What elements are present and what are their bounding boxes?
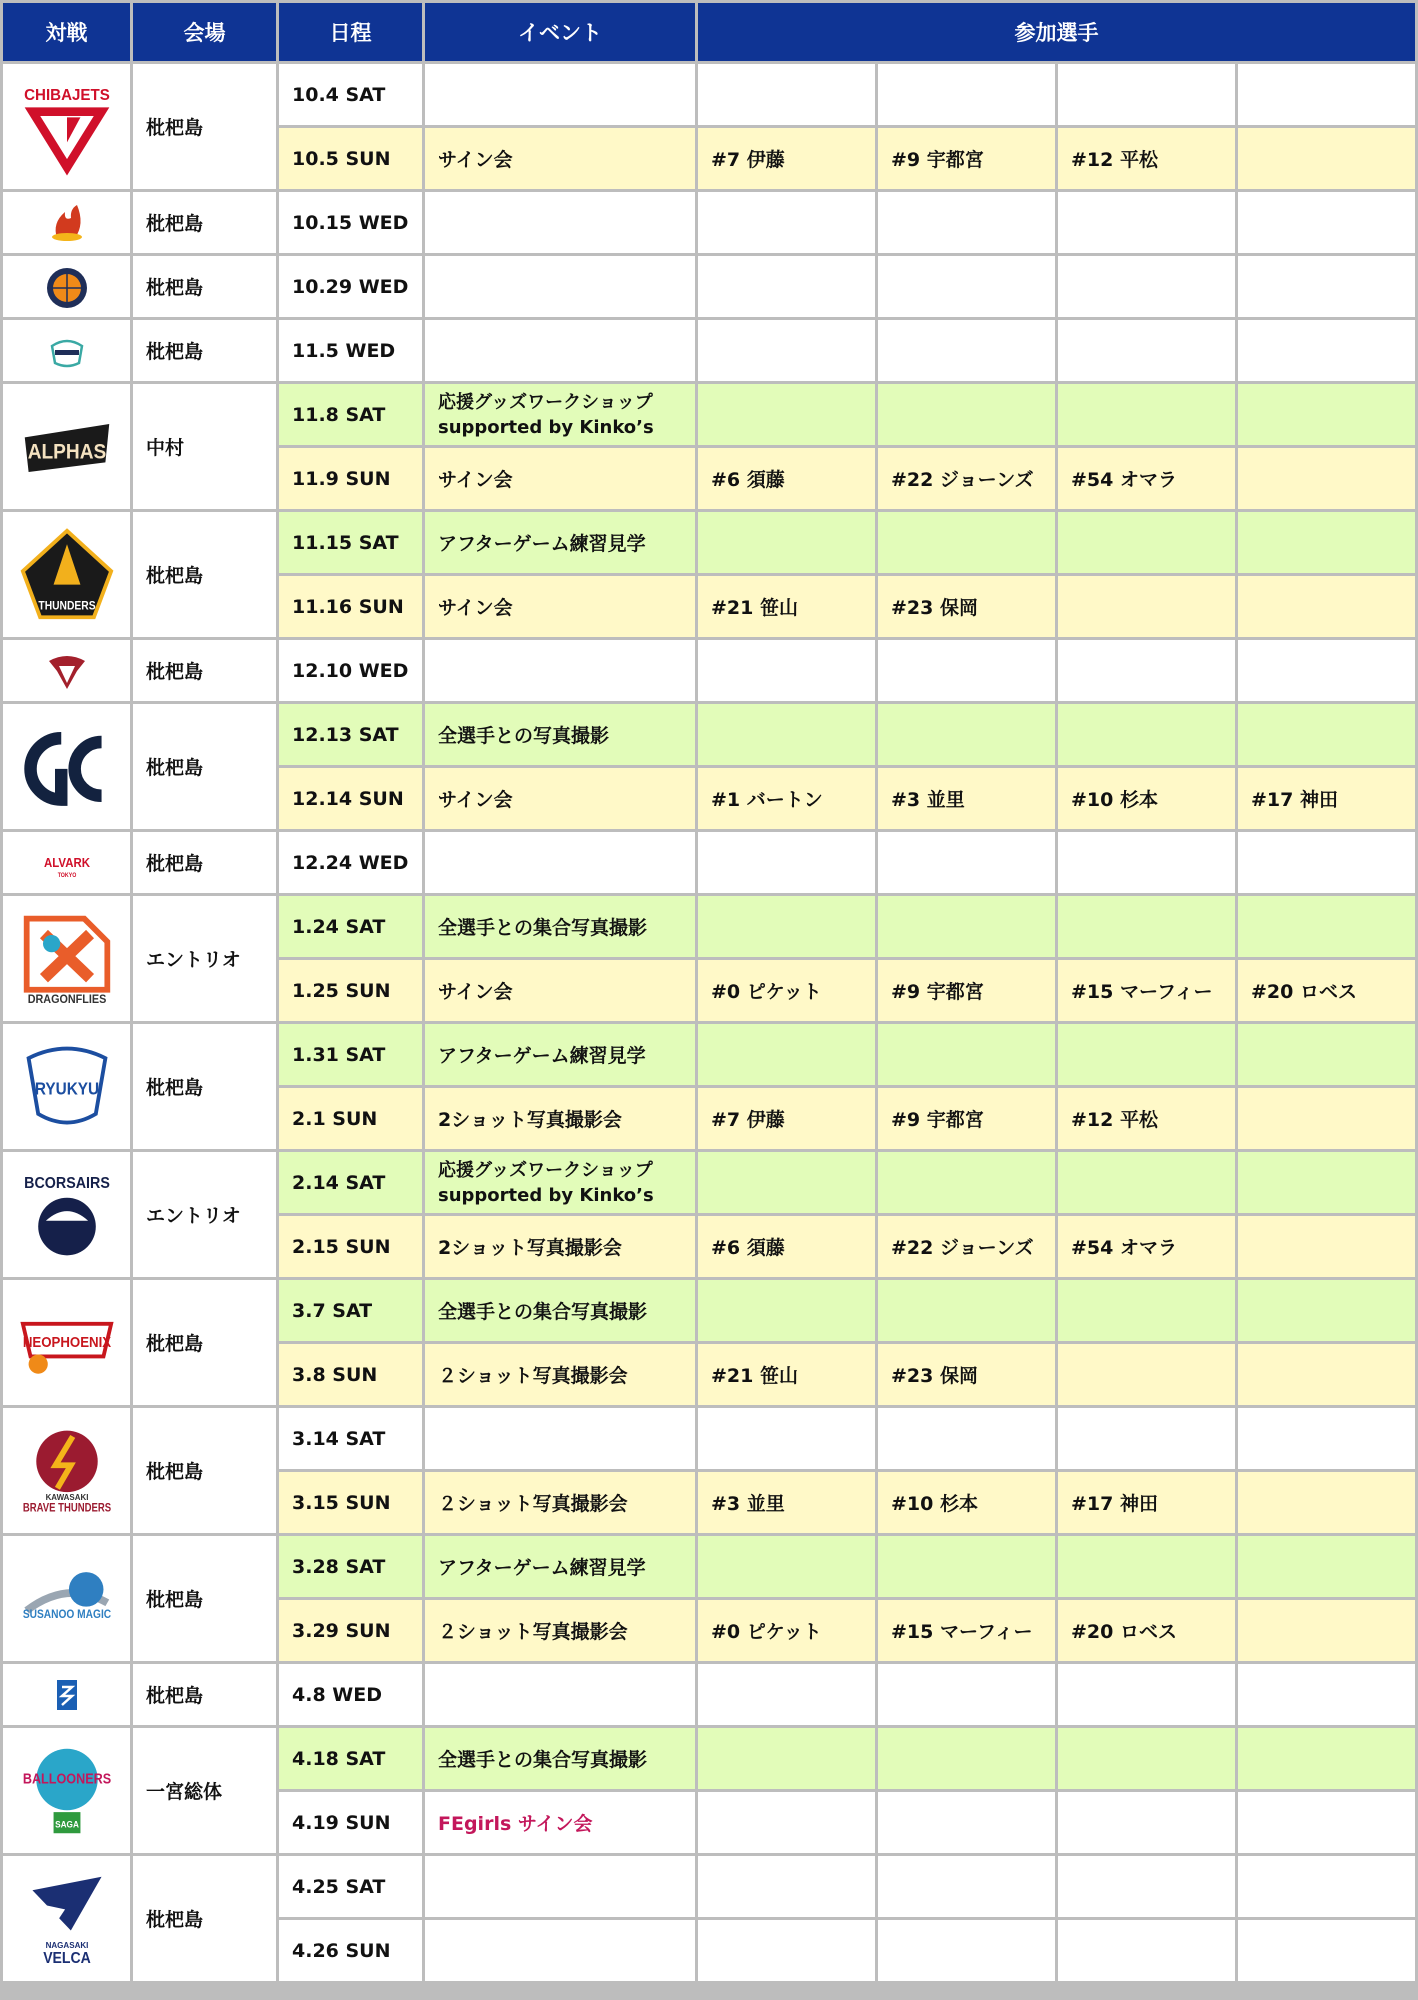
player-cell [698,1280,875,1341]
svg-text:BALLOONERS: BALLOONERS [22,1770,111,1787]
player-cell: #20 ロベス [1238,960,1415,1021]
player-cell [1058,896,1235,957]
schedule-row [3,1856,1415,1917]
team-cell [3,832,130,893]
player-cell: #0 ピケット [698,1600,875,1661]
event-cell: サイン会 [425,576,695,637]
player-cell [878,832,1055,893]
svg-text:NAGASAKI: NAGASAKI [45,1939,88,1950]
player-cell [698,320,875,381]
venue-cell: 一宮総体 [133,1728,276,1853]
schedule-row [3,1280,1415,1341]
schedule-row [3,1408,1415,1469]
gunma-crane-thunders-logo [19,527,115,623]
player-cell [878,896,1055,957]
team-cell [3,1024,130,1149]
event-subtitle: supported by Kinko’s [438,416,654,438]
player-cell [1238,1472,1415,1533]
player-cell [878,256,1055,317]
header-venue: 会場 [133,3,276,61]
player-cell: #10 杉本 [878,1472,1055,1533]
team-cell [3,1536,130,1661]
player-cell: #15 マーフィー [878,1600,1055,1661]
event-cell: アフターゲーム練習見学 [425,1024,695,1085]
shimane-logo [19,1551,115,1647]
event-cell: 全選手との集合写真撮影 [425,896,695,957]
team-flame-logo [42,198,92,248]
player-cell: #22 ジョーンズ [878,448,1055,509]
player-cell: #9 宇都宮 [878,960,1055,1021]
player-cell: #17 神田 [1238,768,1415,829]
date-cell: 3.15 SUN [279,1472,422,1533]
player-cell [698,1856,875,1917]
event-cell: 全選手との集合写真撮影 [425,1728,695,1789]
bcorsairs-logo [19,1167,115,1263]
team-ball-logo [42,262,92,312]
date-cell: 2.14 SAT [279,1152,422,1213]
event-cell: ２ショット写真撮影会 [425,1472,695,1533]
player-cell [1058,1536,1235,1597]
player-cell [878,1664,1055,1725]
player-cell [698,192,875,253]
event-cell [425,64,695,125]
player-cell [1058,256,1235,317]
player-cell [878,192,1055,253]
player-cell [1238,576,1415,637]
svg-text:ALPHAS: ALPHAS [27,440,106,464]
schedule-row [3,1152,1415,1213]
saga-lakes-logo [42,1670,92,1720]
player-cell [878,640,1055,701]
player-cell [1238,1536,1415,1597]
event-cell: アフターゲーム練習見学 [425,512,695,573]
venue-cell: 枇杷島 [133,256,276,317]
event-cell [425,640,695,701]
svg-text:RYUKYU: RYUKYU [34,1078,99,1099]
player-cell [1058,1408,1235,1469]
ryukyu-logo [19,1039,115,1135]
player-cell [1058,1344,1235,1405]
player-cell [1238,1088,1415,1149]
player-cell [698,704,875,765]
schedule-row [3,832,1415,893]
player-cell [1058,1728,1235,1789]
date-cell: 3.14 SAT [279,1408,422,1469]
venue-cell: 枇杷島 [133,1856,276,1981]
venue-cell: 枇杷島 [133,64,276,189]
player-cell [1238,1600,1415,1661]
date-cell: 4.18 SAT [279,1728,422,1789]
event-cell: ２ショット写真撮影会 [425,1600,695,1661]
player-cell: #3 並里 [878,768,1055,829]
event-subtitle: supported by Kinko’s [438,1184,654,1206]
team-wing-logo [42,646,92,696]
date-cell: 2.15 SUN [279,1216,422,1277]
player-cell [878,320,1055,381]
player-cell [698,1792,875,1853]
player-cell [1058,64,1235,125]
player-cell [1058,576,1235,637]
header-date: 日程 [279,3,422,61]
schedule-row [3,192,1415,253]
player-cell [1238,256,1415,317]
player-cell [1058,320,1235,381]
player-cell [1238,1920,1415,1981]
event-cell: サイン会 [425,128,695,189]
player-cell [1238,1856,1415,1917]
team-cell [3,896,130,1021]
player-cell [878,1920,1055,1981]
player-cell: #22 ジョーンズ [878,1216,1055,1277]
svg-text:VELCA: VELCA [42,1949,91,1967]
velca-logo [19,1871,115,1967]
player-cell: #23 保岡 [878,1344,1055,1405]
ac-logo [19,719,115,815]
player-cell [1238,320,1415,381]
venue-cell: 枇杷島 [133,192,276,253]
player-cell [878,704,1055,765]
ballooners-logo [19,1743,115,1839]
svg-text:DRAGONFLIES: DRAGONFLIES [27,993,107,1006]
schedule-row [3,1024,1415,1085]
event-cell [425,384,695,445]
player-cell: #21 笹山 [698,1344,875,1405]
player-cell [1058,640,1235,701]
player-cell [698,896,875,957]
date-cell: 2.1 SUN [279,1088,422,1149]
venue-cell: 枇杷島 [133,1664,276,1725]
player-cell [698,1408,875,1469]
alvark-logo [42,838,92,888]
date-cell: 1.25 SUN [279,960,422,1021]
player-cell [878,1792,1055,1853]
player-cell: #17 神田 [1058,1472,1235,1533]
team-cell [3,64,130,189]
date-cell: 11.16 SUN [279,576,422,637]
schedule-row [3,640,1415,701]
player-cell [1238,1664,1415,1725]
schedule-row [3,64,1415,125]
player-cell [1238,1792,1415,1853]
player-cell [698,1152,875,1213]
venue-cell: 枇杷島 [133,832,276,893]
date-cell: 3.29 SUN [279,1600,422,1661]
team-cell [3,320,130,381]
svg-text:KAWASAKI: KAWASAKI [45,1491,88,1502]
date-cell: 10.5 SUN [279,128,422,189]
schedule-row [3,384,1415,445]
player-cell [878,384,1055,445]
player-cell: #6 須藤 [698,1216,875,1277]
player-cell [698,384,875,445]
player-cell [878,1280,1055,1341]
player-cell [698,832,875,893]
svg-text:THUNDERS: THUNDERS [37,600,96,613]
team-cell [3,640,130,701]
venue-cell: 枇杷島 [133,1408,276,1533]
team-cell [3,1856,130,1981]
schedule-row [3,896,1415,957]
player-cell [698,1536,875,1597]
player-cell [698,1728,875,1789]
event-cell [425,832,695,893]
alphas-logo [19,399,115,495]
venue-cell: 枇杷島 [133,704,276,829]
header-row [3,3,1415,61]
player-cell [698,1664,875,1725]
team-cell [3,384,130,509]
venue-cell: 枇杷島 [133,512,276,637]
player-cell [698,256,875,317]
date-cell: 11.9 SUN [279,448,422,509]
dragonflies-logo [19,911,115,1007]
event-cell: FEgirls サイン会 [425,1792,695,1853]
player-cell [698,64,875,125]
schedule-row [3,704,1415,765]
schedule-row [3,512,1415,573]
date-cell: 4.19 SUN [279,1792,422,1853]
player-cell [1058,832,1235,893]
team-cell [3,704,130,829]
event-cell: 2ショット写真撮影会 [425,1088,695,1149]
event-cell [425,1152,695,1213]
player-cell [878,512,1055,573]
player-cell: #54 オマラ [1058,1216,1235,1277]
date-cell: 12.13 SAT [279,704,422,765]
player-cell [698,1024,875,1085]
team-cell [3,1152,130,1277]
player-cell [1238,704,1415,765]
player-cell [878,1152,1055,1213]
event-title: 応援グッズワークショップ [438,1159,653,1181]
player-cell [1058,1024,1235,1085]
player-cell: #9 宇都宮 [878,1088,1055,1149]
player-cell [1238,1408,1415,1469]
player-cell [878,1536,1055,1597]
player-cell: #20 ロベス [1058,1600,1235,1661]
player-cell [1238,896,1415,957]
venue-cell: 枇杷島 [133,1024,276,1149]
date-cell: 11.5 WED [279,320,422,381]
venue-cell: 枇杷島 [133,1280,276,1405]
player-cell [1238,512,1415,573]
date-cell: 3.7 SAT [279,1280,422,1341]
event-cell [425,320,695,381]
schedule-row [3,256,1415,317]
player-cell: #1 バートン [698,768,875,829]
date-cell: 10.29 WED [279,256,422,317]
player-cell: #12 平松 [1058,128,1235,189]
date-cell: 12.14 SUN [279,768,422,829]
player-cell: #10 杉本 [1058,768,1235,829]
chibajets-logo [19,79,115,175]
player-cell [1238,192,1415,253]
date-cell: 1.31 SAT [279,1024,422,1085]
date-cell: 11.8 SAT [279,384,422,445]
player-cell: #3 並里 [698,1472,875,1533]
venue-cell: 枇杷島 [133,320,276,381]
date-cell: 12.10 WED [279,640,422,701]
event-cell [425,1856,695,1917]
venue-cell: 枇杷島 [133,640,276,701]
player-cell [1238,1152,1415,1213]
date-cell: 4.26 SUN [279,1920,422,1981]
player-cell [1238,640,1415,701]
player-cell: #0 ピケット [698,960,875,1021]
event-cell: アフターゲーム練習見学 [425,1536,695,1597]
player-cell [1238,1024,1415,1085]
team-cell [3,1408,130,1533]
player-cell [1058,1792,1235,1853]
date-cell: 10.15 WED [279,192,422,253]
venue-cell: エントリオ [133,1152,276,1277]
player-cell: #9 宇都宮 [878,128,1055,189]
svg-text:BCORSAIRS: BCORSAIRS [23,1174,110,1192]
svg-text:BRAVE THUNDERS: BRAVE THUNDERS [22,1501,111,1514]
player-cell [1238,64,1415,125]
player-cell: #7 伊藤 [698,128,875,189]
venue-cell: エントリオ [133,896,276,1021]
svg-text:ALVARK: ALVARK [43,854,91,870]
svg-text:CHIBAJETS: CHIBAJETS [23,86,110,104]
player-cell [1238,1728,1415,1789]
event-cell [425,1920,695,1981]
schedule-row [3,320,1415,381]
player-cell [1238,1216,1415,1277]
neophoenix-logo [19,1295,115,1391]
event-cell: ２ショット写真撮影会 [425,1344,695,1405]
player-cell: #15 マーフィー [1058,960,1235,1021]
player-cell [698,512,875,573]
team-cell [3,512,130,637]
player-cell [1058,512,1235,573]
schedule-row [3,1728,1415,1789]
player-cell [1058,1856,1235,1917]
date-cell: 4.25 SAT [279,1856,422,1917]
player-cell [1238,128,1415,189]
team-cell [3,256,130,317]
player-cell [878,1408,1055,1469]
date-cell: 4.8 WED [279,1664,422,1725]
player-cell [698,640,875,701]
event-cell: サイン会 [425,448,695,509]
team-cell [3,192,130,253]
venue-cell: 枇杷島 [133,1536,276,1661]
event-cell [425,1664,695,1725]
player-cell [1058,192,1235,253]
header-event: イベント [425,3,695,61]
schedule-row [3,1664,1415,1725]
team-cell [3,1664,130,1725]
player-cell [878,1728,1055,1789]
player-cell [1238,1344,1415,1405]
player-cell [1238,384,1415,445]
event-cell: 全選手との写真撮影 [425,704,695,765]
player-cell [1058,1152,1235,1213]
header-matchup: 対戦 [3,3,130,61]
player-cell: #21 笹山 [698,576,875,637]
player-cell [1238,1280,1415,1341]
venue-cell: 中村 [133,384,276,509]
date-cell: 11.15 SAT [279,512,422,573]
event-cell [425,256,695,317]
player-cell [698,1920,875,1981]
event-cell [425,1408,695,1469]
event-cell [425,192,695,253]
player-cell [1238,448,1415,509]
svg-text:NEOPHOENIX: NEOPHOENIX [22,1334,112,1351]
schedule-row [3,1536,1415,1597]
player-cell [1058,1920,1235,1981]
svg-text:SAGA: SAGA [54,1818,79,1830]
event-cell: 2ショット写真撮影会 [425,1216,695,1277]
player-cell [1058,384,1235,445]
date-cell: 1.24 SAT [279,896,422,957]
player-cell [878,1024,1055,1085]
player-cell [878,1856,1055,1917]
event-cell: サイン会 [425,768,695,829]
event-title: 応援グッズワークショップ [438,391,653,413]
date-cell: 3.8 SUN [279,1344,422,1405]
date-cell: 12.24 WED [279,832,422,893]
date-cell: 3.28 SAT [279,1536,422,1597]
team-cell [3,1280,130,1405]
event-cell: サイン会 [425,960,695,1021]
player-cell [1238,832,1415,893]
header-players: 参加選手 [698,3,1415,61]
svg-text:TOKYO: TOKYO [57,872,77,879]
player-cell: #23 保岡 [878,576,1055,637]
player-cell [1058,1280,1235,1341]
date-cell: 10.4 SAT [279,64,422,125]
brave-thunders-logo [19,1423,115,1519]
player-cell: #54 オマラ [1058,448,1235,509]
player-cell [1058,704,1235,765]
player-cell: #7 伊藤 [698,1088,875,1149]
player-cell [1058,1664,1235,1725]
player-cell [878,64,1055,125]
team-cell [3,1728,130,1853]
player-cell: #6 須藤 [698,448,875,509]
svg-text:SUSANOO MAGIC: SUSANOO MAGIC [22,1608,111,1621]
player-cell: #12 平松 [1058,1088,1235,1149]
event-cell: 全選手との集合写真撮影 [425,1280,695,1341]
hannaryz-logo [42,326,92,376]
